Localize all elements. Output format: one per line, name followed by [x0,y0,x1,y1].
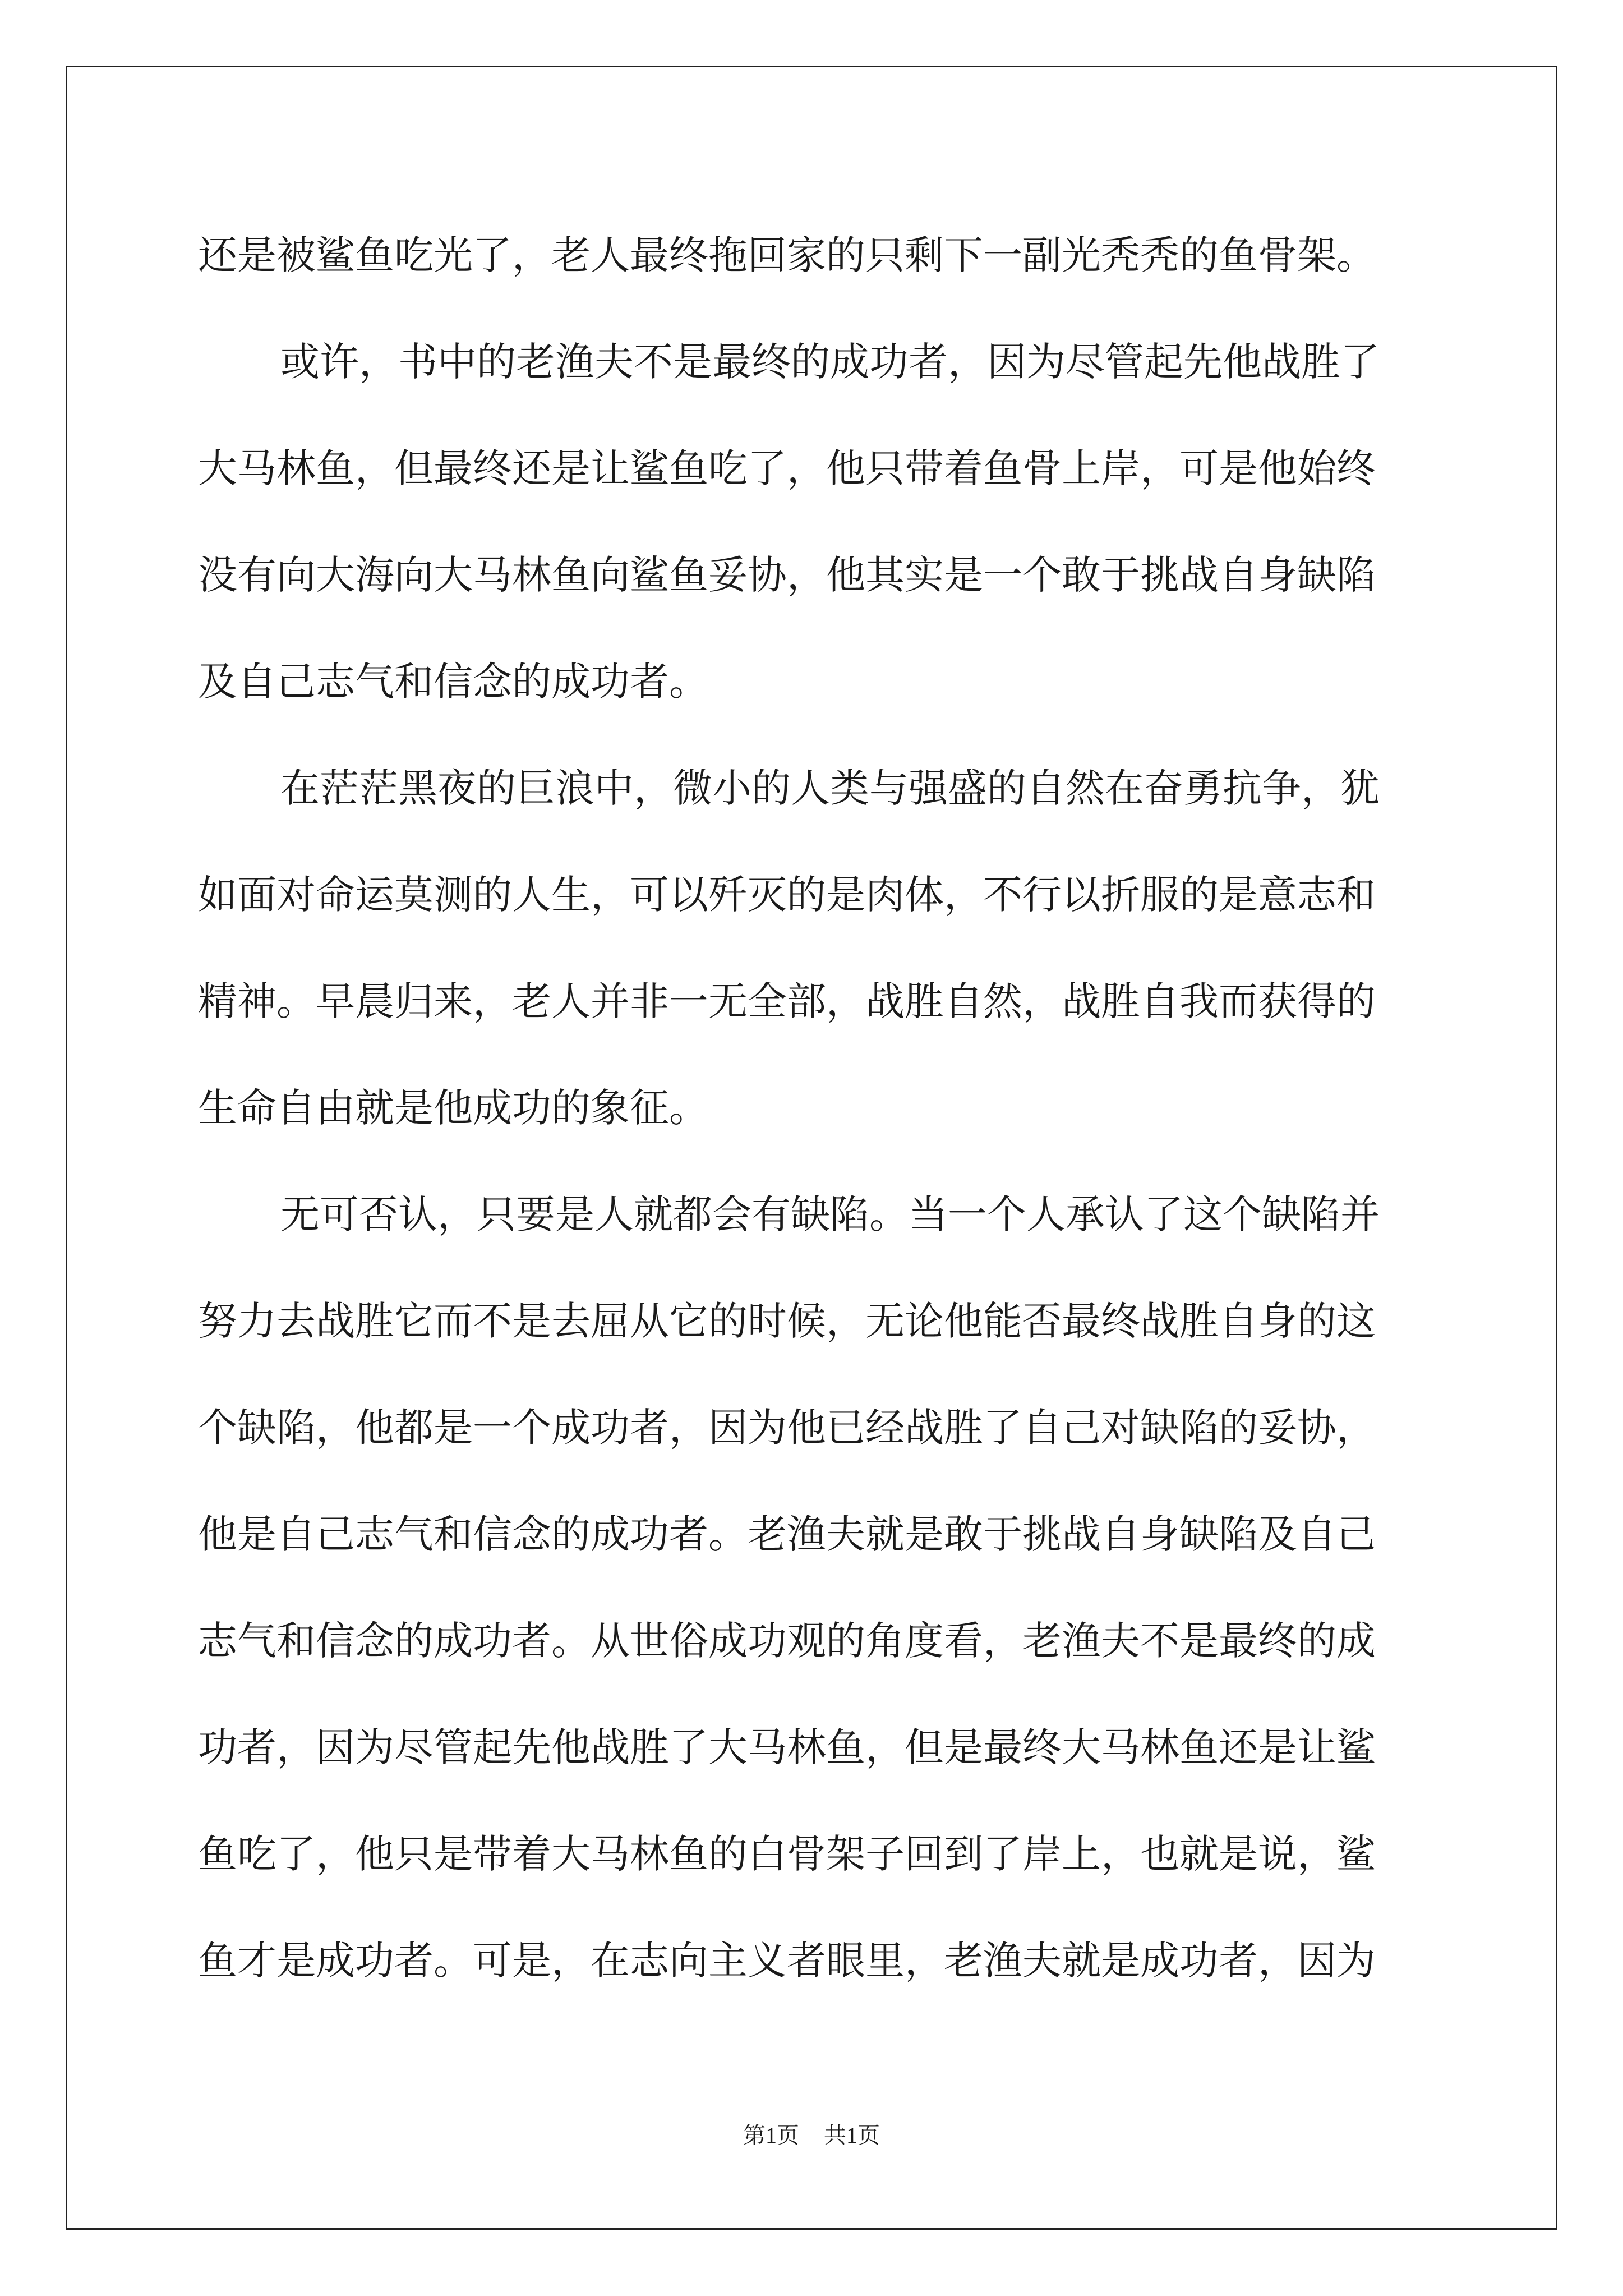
text-line: 还是被鲨鱼吃光了，老人最终拖回家的只剩下一副光秃秃的鱼骨架。 [198,232,1376,278]
text-line: 个缺陷，他都是一个成功者，因为他已经战胜了自己对缺陷的妥协， [198,1405,1376,1451]
document-body [198,202,1432,2014]
text-line: 如面对命运莫测的人生，可以歼灭的是肉体，不行以折服的是意志和 [198,872,1376,918]
text-line: 生命自由就是他成功的象征。 [198,1085,708,1131]
text-line: 在茫茫黑夜的巨浪中，微小的人类与强盛的自然在奋勇抗争，犹 [280,765,1380,811]
page-number: 第1页 [743,2123,799,2148]
text-line: 鱼才是成功者。可是，在志向主义者眼里，老渔夫就是成功者，因为 [198,1938,1376,1984]
text-line: 及自己志气和信念的成功者。 [198,659,708,705]
text-line: 或许，书中的老渔夫不是最终的成功者，因为尽管起先他战胜了 [280,339,1380,385]
text-line: 他是自己志气和信念的成功者。老渔夫就是敢于挑战自身缺陷及自己 [198,1511,1376,1557]
page-total: 共1页 [824,2123,880,2148]
text-line: 大马林鱼，但最终还是让鲨鱼吃了，他只带着鱼骨上岸，可是他始终 [198,445,1376,491]
text-line: 精神。早晨归来，老人并非一无全部，战胜自然，战胜自我而获得的 [198,978,1376,1024]
text-line: 没有向大海向大马林鱼向鲨鱼妥协，他其实是一个敢于挑战自身缺陷 [198,552,1376,598]
text-line: 无可否认，只要是人就都会有缺陷。当一个人承认了这个缺陷并 [280,1191,1380,1237]
text-line: 鱼吃了，他只是带着大马林鱼的白骨架子回到了岸上，也就是说，鲨 [198,1831,1376,1877]
text-line: 功者，因为尽管起先他战胜了大马林鱼，但是最终大马林鱼还是让鲨 [198,1724,1376,1770]
page-footer [0,2118,1623,2150]
text-line: 志气和信念的成功者。从世俗成功观的角度看，老渔夫不是最终的成 [198,1618,1376,1664]
text-line: 努力去战胜它而不是去屈从它的时候，无论他能否最终战胜自身的这 [198,1298,1376,1344]
